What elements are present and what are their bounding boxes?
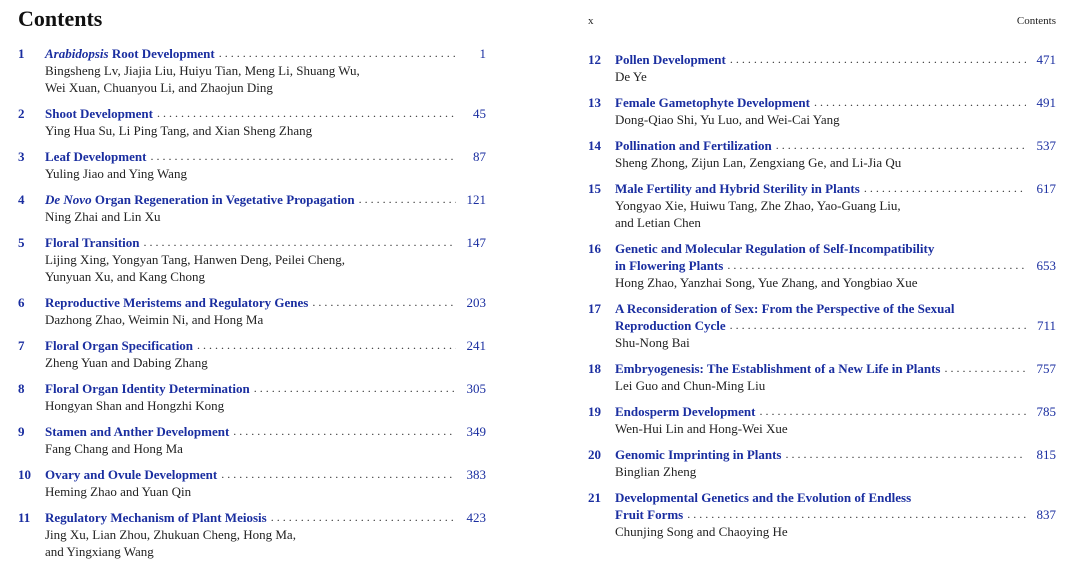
dot-leader	[150, 148, 456, 165]
toc-entry[interactable]	[18, 337, 486, 371]
toc-entry-body	[45, 45, 486, 96]
toc-entry-body	[615, 446, 1056, 480]
chapter-title-text[interactable]: Developmental Genetics and the Evolution of Endless	[615, 490, 912, 505]
chapter-title-line[interactable]	[615, 94, 1056, 111]
page-number-link[interactable]: 121	[466, 192, 486, 207]
toc-entry-body	[615, 360, 1056, 394]
author-line: Wei Xuan, Chuanyou Li, and Zhaojun Ding	[45, 80, 273, 95]
chapter-number: 3	[18, 149, 25, 164]
chapter-authors	[45, 62, 486, 96]
chapter-title-text[interactable]: Genetic and Molecular Regulation of Self-Incompatibility	[615, 241, 935, 256]
chapter-authors	[615, 274, 1056, 291]
dot-leader	[157, 105, 456, 122]
toc-entry-body	[615, 300, 1056, 351]
chapter-title-line[interactable]	[615, 317, 1056, 334]
chapter-title-text: Genomic Imprinting in Plants	[615, 447, 782, 462]
chapter-number: 14	[588, 138, 601, 153]
page-number-link[interactable]: 711	[1036, 318, 1056, 333]
chapter-title-line[interactable]	[615, 51, 1056, 68]
chapter-title-line[interactable]	[615, 506, 1056, 523]
toc-entry-body	[615, 180, 1056, 231]
toc-entry[interactable]	[588, 446, 1056, 480]
page-number-header: x	[588, 15, 594, 27]
toc-entry[interactable]	[18, 380, 486, 414]
chapter-title-text: Ovary and Ovule Development	[45, 467, 218, 482]
chapter-title-link[interactable]	[615, 137, 772, 154]
chapter-title-text: Stamen and Anther Development	[45, 424, 230, 439]
dot-leader	[727, 257, 1026, 274]
toc-entry-body	[45, 148, 486, 182]
page-number-link[interactable]: 491	[1036, 95, 1056, 110]
toc-entry-body	[45, 105, 486, 139]
page-number-link[interactable]: 383	[466, 467, 486, 482]
toc-entry-body	[615, 240, 1056, 291]
dot-leader	[312, 294, 456, 311]
page-number-link[interactable]: 785	[1036, 404, 1056, 419]
chapter-number: 8	[18, 381, 25, 396]
author-line: Jing Xu, Lian Zhou, Zhukuan Cheng, Hong Ma,	[45, 527, 296, 542]
toc-entry[interactable]	[588, 240, 1056, 291]
toc-entry[interactable]	[18, 45, 486, 96]
page-number-link[interactable]: 471	[1036, 52, 1056, 67]
toc-entry[interactable]	[18, 191, 486, 225]
chapter-title-line[interactable]	[615, 180, 1056, 197]
dot-leader	[776, 137, 1026, 154]
chapter-title-text: Male Fertility and Hybrid Sterility in Plants	[615, 181, 860, 196]
chapter-title-link[interactable]	[45, 45, 215, 62]
dot-leader	[221, 466, 456, 483]
chapter-number: 5	[18, 235, 25, 250]
chapter-title-text: Floral Organ Identity Determination	[45, 381, 250, 396]
chapter-title-link[interactable]	[615, 180, 860, 197]
page-number-link[interactable]: 349	[466, 424, 486, 439]
author-line: Bingsheng Lv, Jiajia Liu, Huiyu Tian, Meng Li, Shuang Wu,	[45, 63, 360, 78]
dot-leader	[730, 317, 1026, 334]
chapter-title-text: Fruit Forms	[615, 507, 684, 522]
author-line: and Yingxiang Wang	[45, 544, 154, 559]
dot-leader	[945, 360, 1027, 377]
chapter-title-text: Reproductive Meristems and Regulatory Genes	[45, 295, 309, 310]
page-number-link[interactable]: 305	[466, 381, 486, 396]
toc-entry-body	[45, 423, 486, 457]
page-number-link[interactable]: 757	[1036, 361, 1056, 376]
chapter-title-line[interactable]	[45, 191, 486, 208]
page-title: Contents	[18, 6, 103, 31]
toc-entry[interactable]	[588, 51, 1056, 85]
chapter-title-link[interactable]	[45, 191, 355, 208]
chapter-authors	[615, 377, 1056, 394]
chapter-title-line[interactable]	[45, 294, 486, 311]
toc-entry-body	[45, 380, 486, 414]
chapter-title-line[interactable]	[615, 489, 1056, 506]
chapter-title-link[interactable]	[45, 105, 153, 122]
chapter-title-text: Leaf Development	[45, 149, 147, 164]
chapter-title-line[interactable]	[615, 137, 1056, 154]
toc-entry[interactable]	[588, 137, 1056, 171]
chapter-number: 18	[588, 361, 601, 376]
chapter-authors	[615, 197, 1056, 231]
dot-leader	[144, 234, 457, 251]
chapter-number: 6	[18, 295, 25, 310]
page-number-link[interactable]: 837	[1036, 507, 1056, 522]
toc-entry[interactable]	[18, 294, 486, 328]
chapter-title-line[interactable]	[615, 257, 1056, 274]
chapter-number: 4	[18, 192, 25, 207]
page-number-link[interactable]: 653	[1036, 258, 1056, 273]
author-line: Yongyao Xie, Huiwu Tang, Zhe Zhao, Yao-Guang Liu,	[615, 198, 901, 213]
chapter-authors	[45, 122, 486, 139]
chapter-number: 20	[588, 447, 601, 462]
chapter-number: 12	[588, 52, 601, 67]
chapter-authors	[615, 334, 1056, 351]
author-line: Dazhong Zhao, Weimin Ni, and Hong Ma	[45, 312, 264, 327]
chapter-title-link[interactable]	[615, 446, 782, 463]
page-number-link[interactable]: 45	[473, 106, 486, 121]
author-line: Hong Zhao, Yanzhai Song, Yue Zhang, and Yongbiao Xue	[615, 275, 918, 290]
chapter-title-text: Organ Regeneration in Vegetative Propagation	[91, 192, 355, 207]
chapter-title-text: Female Gametophyte Development	[615, 95, 810, 110]
chapter-title-line[interactable]	[45, 45, 486, 62]
toc-entry[interactable]	[18, 234, 486, 285]
author-line: Shu-Nong Bai	[615, 335, 690, 350]
chapter-title-italic: Arabidopsis	[45, 46, 109, 61]
chapter-authors	[45, 440, 486, 457]
chapter-number: 2	[18, 106, 25, 121]
chapter-authors	[615, 111, 1056, 128]
author-line: Hongyan Shan and Hongzhi Kong	[45, 398, 225, 413]
author-line: and Letian Chen	[615, 215, 701, 230]
chapter-title-line[interactable]	[615, 403, 1056, 420]
chapter-title-link[interactable]	[45, 337, 193, 354]
chapter-title-link[interactable]	[615, 257, 723, 274]
chapter-title-text: Shoot Development	[45, 106, 153, 121]
author-line: Binglian Zheng	[615, 464, 697, 479]
chapter-title-text: Root Development	[108, 46, 215, 61]
chapter-title-link[interactable]	[45, 466, 217, 483]
author-line: Yuling Jiao and Ying Wang	[45, 166, 187, 181]
dot-leader	[271, 509, 456, 526]
toc-entry-body	[45, 294, 486, 328]
dot-leader	[254, 380, 456, 397]
chapter-title-line[interactable]	[45, 423, 486, 440]
chapter-authors	[45, 208, 486, 225]
toc-entry-body	[615, 137, 1056, 171]
chapter-title-line[interactable]	[45, 337, 486, 354]
dot-leader	[759, 403, 1026, 420]
chapter-title-text: Endosperm Development	[615, 404, 756, 419]
chapter-title-text: Embryogenesis: The Establishment of a New Life in Plants	[615, 361, 941, 376]
chapter-number: 21	[588, 490, 601, 505]
chapter-title-link[interactable]	[45, 148, 146, 165]
chapter-number: 7	[18, 338, 25, 353]
toc-entry[interactable]	[18, 423, 486, 457]
author-line: Fang Chang and Hong Ma	[45, 441, 183, 456]
page-number-link[interactable]: 241	[466, 338, 486, 353]
toc-entry[interactable]	[588, 489, 1056, 540]
toc-entry-body	[615, 51, 1056, 85]
chapter-title-text: Reproduction Cycle	[615, 318, 726, 333]
chapter-authors	[45, 165, 486, 182]
author-line: Ying Hua Su, Li Ping Tang, and Xian Sheng Zhang	[45, 123, 313, 138]
chapter-title-link[interactable]	[45, 423, 229, 440]
chapter-title-line[interactable]	[45, 148, 486, 165]
chapter-number: 9	[18, 424, 25, 439]
chapter-title-line[interactable]	[615, 300, 1056, 317]
chapter-title-link[interactable]	[615, 94, 810, 111]
toc-entry-body	[45, 234, 486, 285]
dot-leader	[730, 51, 1026, 68]
author-line: Yunyuan Xu, and Kang Chong	[45, 269, 205, 284]
chapter-title-line[interactable]	[615, 360, 1056, 377]
dot-leader	[219, 45, 456, 62]
chapter-title-link[interactable]	[45, 509, 267, 526]
chapter-number: 11	[18, 510, 31, 525]
chapter-title-line[interactable]	[45, 466, 486, 483]
chapter-number: 13	[588, 95, 601, 110]
page-number-link[interactable]: 537	[1036, 138, 1056, 153]
toc-entry-body	[45, 191, 486, 225]
chapter-title-link[interactable]	[615, 506, 683, 523]
chapter-title-link[interactable]	[615, 403, 755, 420]
running-head: Contents	[1016, 15, 1056, 27]
chapter-title-text: Floral Organ Specification	[45, 338, 194, 353]
dot-leader	[359, 191, 456, 208]
page-number-link[interactable]: 815	[1036, 447, 1056, 462]
page-number-link[interactable]: 1	[479, 46, 486, 61]
chapter-title-link[interactable]	[615, 51, 726, 68]
chapter-number: 16	[588, 241, 601, 256]
chapter-title-text[interactable]: A Reconsideration of Sex: From the Perspective of the Sexual	[615, 301, 955, 316]
author-line: Lei Guo and Chun-Ming Liu	[615, 378, 766, 393]
chapter-authors	[45, 483, 486, 500]
toc-entry[interactable]	[588, 300, 1056, 351]
page-number-link[interactable]: 147	[466, 235, 486, 250]
chapter-authors	[45, 251, 486, 285]
toc-entry-body	[615, 94, 1056, 128]
author-line: Wen-Hui Lin and Hong-Wei Xue	[615, 421, 788, 436]
chapter-title-link[interactable]	[45, 294, 308, 311]
chapter-title-line[interactable]	[45, 380, 486, 397]
toc-entry-body	[615, 403, 1056, 437]
author-line: Lijing Xing, Yongyan Tang, Hanwen Deng, Peilei Cheng,	[45, 252, 345, 267]
chapter-title-text: Floral Transition	[45, 235, 140, 250]
chapter-authors	[45, 311, 486, 328]
chapter-authors	[615, 523, 1056, 540]
author-line: Dong-Qiao Shi, Yu Luo, and Wei-Cai Yang	[615, 112, 840, 127]
chapter-title-italic: De Novo	[45, 192, 92, 207]
chapter-authors	[45, 526, 486, 560]
page-number-link[interactable]: 617	[1036, 181, 1056, 196]
chapter-title-line[interactable]	[615, 446, 1056, 463]
chapter-title-link[interactable]	[45, 380, 250, 397]
chapter-authors	[45, 397, 486, 414]
toc-entry-body	[45, 337, 486, 371]
chapter-number: 15	[588, 181, 601, 196]
chapter-number: 10	[18, 467, 31, 482]
toc-entry[interactable]	[18, 148, 486, 182]
chapter-title-line[interactable]	[45, 234, 486, 251]
right-page	[540, 0, 1080, 564]
chapter-title-text: Pollen Development	[615, 52, 726, 67]
chapter-title-text: Pollination and Fertilization	[615, 138, 772, 153]
toc-entry[interactable]	[18, 509, 486, 560]
toc-entry[interactable]	[18, 466, 486, 500]
chapter-title-line[interactable]	[615, 240, 1056, 257]
chapter-number: 17	[588, 301, 601, 316]
toc-entry-body	[615, 489, 1056, 540]
toc-entry[interactable]	[588, 403, 1056, 437]
toc-list-right	[588, 51, 1056, 549]
author-line: De Ye	[615, 69, 647, 84]
chapter-number: 1	[18, 46, 25, 61]
chapter-title-line[interactable]	[45, 105, 486, 122]
author-line: Zheng Yuan and Dabing Zhang	[45, 355, 208, 370]
toc-entry-body	[45, 509, 486, 560]
chapter-authors	[615, 154, 1056, 171]
chapter-authors	[615, 68, 1056, 85]
toc-entry[interactable]	[18, 105, 486, 139]
toc-list-left	[18, 45, 486, 564]
chapter-authors	[615, 420, 1056, 437]
dot-leader	[786, 446, 1027, 463]
chapter-title-link[interactable]	[615, 317, 726, 334]
page-number-link[interactable]: 423	[466, 510, 486, 525]
page-number-link[interactable]: 87	[473, 149, 486, 164]
author-line: Sheng Zhong, Zijun Lan, Zengxiang Ge, and Li-Jia Qu	[615, 155, 902, 170]
chapter-title-link[interactable]	[45, 234, 140, 251]
page-number-link[interactable]: 203	[466, 295, 486, 310]
toc-entry[interactable]	[588, 180, 1056, 231]
chapter-title-text: Regulatory Mechanism of Plant Meiosis	[45, 510, 267, 525]
chapter-authors	[615, 463, 1056, 480]
chapter-title-text: in Flowering Plants	[615, 258, 724, 273]
dot-leader	[864, 180, 1026, 197]
chapter-title-link[interactable]	[615, 360, 941, 377]
dot-leader	[814, 94, 1026, 111]
chapter-title-line[interactable]	[45, 509, 486, 526]
toc-entry-body	[45, 466, 486, 500]
dot-leader	[687, 506, 1026, 523]
dot-leader	[233, 423, 456, 440]
dot-leader	[197, 337, 456, 354]
toc-entry[interactable]	[588, 360, 1056, 394]
toc-entry[interactable]	[588, 94, 1056, 128]
author-line: Heming Zhao and Yuan Qin	[45, 484, 192, 499]
chapter-number: 19	[588, 404, 601, 419]
author-line: Ning Zhai and Lin Xu	[45, 209, 161, 224]
author-line: Chunjing Song and Chaoying He	[615, 524, 788, 539]
chapter-authors	[45, 354, 486, 371]
